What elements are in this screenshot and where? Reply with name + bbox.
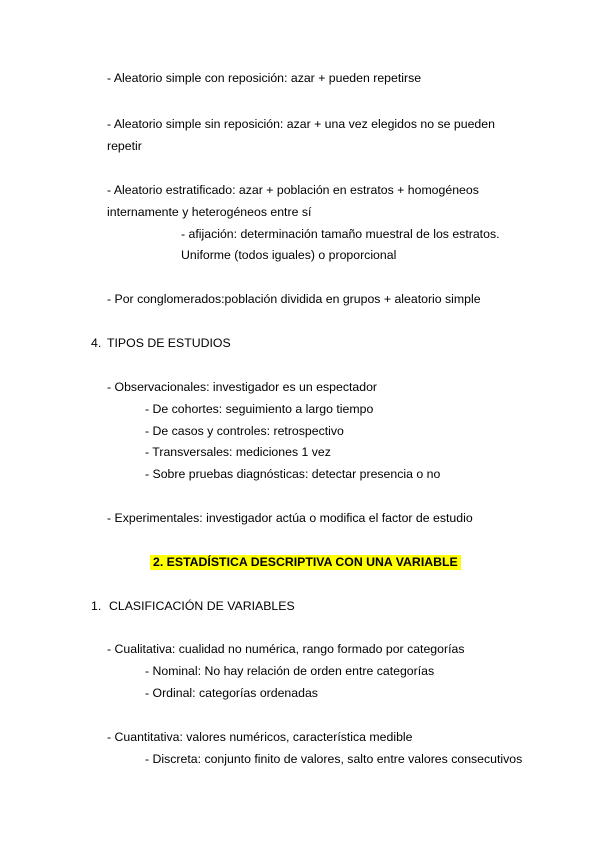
list-item-cuantitativa: - Cuantitativa: valores numéricos, característica medible [107,730,413,744]
sub-item-cohortes: - De cohortes: seguimiento a largo tiempo [145,402,374,416]
list-item-aleatorio-estratificado: - Aleatorio estratificado: azar + población en estratos + homogéneos [107,183,479,197]
section-heading-tipos-estudios [91,336,231,351]
sub-item-pruebas-diagnosticas: - Sobre pruebas diagnósticas: detectar presencia o no [145,467,441,481]
section-title: CLASIFICACIÓN DE VARIABLES [109,599,295,613]
sub-item-afijacion: - afijación: determinación tamaño muestral de los estratos. [181,227,500,241]
list-item-experimentales: - Experimentales: investigador actúa o modifica el factor de estudio [107,511,473,525]
section-heading-clasificacion [91,599,295,614]
sub-item-transversales: - Transversales: mediciones 1 vez [145,445,331,459]
sub-item-afijacion-cont: Uniforme (todos iguales) o proporcional [181,248,397,262]
section-title: TIPOS DE ESTUDIOS [107,336,231,350]
list-item-aleatorio-estratificado-cont: internamente y heterogéneos entre sí [107,205,312,219]
sub-item-ordinal: - Ordinal: categorías ordenadas [145,686,318,700]
list-item-aleatorio-sin-reposicion-cont: repetir [107,139,142,153]
list-item-conglomerados: - Por conglomerados:población dividida en grupos + aleatorio simple [107,292,481,306]
list-item-aleatorio-sin-reposicion: - Aleatorio simple sin reposición: azar + una vez elegidos no se pueden [107,117,495,131]
list-item-observacionales: - Observacionales: investigador es un espectador [107,380,377,394]
chapter-title-highlight: 2. ESTADÍSTICA DESCRIPTIVA CON UNA VARIABLE [150,555,461,570]
list-item-cualitativa: - Cualitativa: cualidad no numérica, rango formado por categorías [107,642,465,656]
section-number: 4. [91,336,102,350]
sub-item-casos-controles: - De casos y controles: retrospectivo [145,424,344,438]
section-number: 1. [91,599,102,613]
sub-item-nominal: - Nominal: No hay relación de orden entre categorías [145,664,435,678]
sub-item-discreta: - Discreta: conjunto finito de valores, salto entre valores consecutivos [145,752,523,766]
list-item-aleatorio-con-reposicion: - Aleatorio simple con reposición: azar + pueden repetirse [107,71,422,85]
chapter-title [150,555,461,570]
